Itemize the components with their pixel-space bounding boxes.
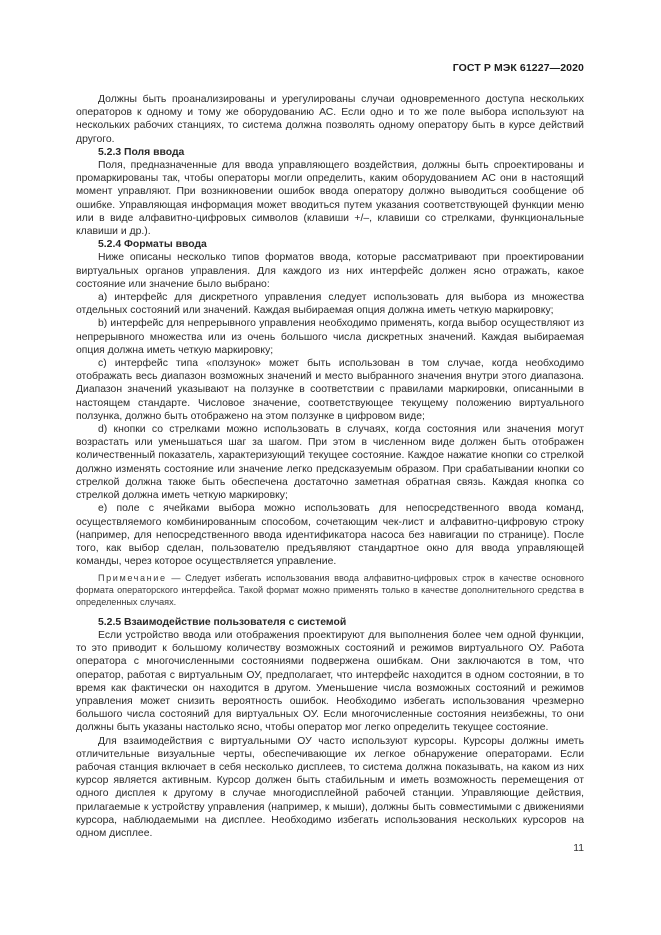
list-item-a: а) интерфейс для дискретного управления следует использовать для выбора из множества отдельных состояний или значений. Каждая выбираемая опция должна иметь четкую маркировку; [76, 292, 584, 317]
list-item-e: е) поле с ячейками выбора можно использовать для непосредственного ввода команд, осуществляемого комбинированным способом, сочетающим чек-лист и алфавитно-цифровую строку (например, для непосредственного ввода идентификатора насоса без навигации по странице). После того, как выбор сделан, пользователю предъявляют стандартное окно для ввода управляющей команды, через которое осуществляется управление. [76, 503, 584, 568]
paragraph-5-2-5-a: Если устройство ввода или отображения проектируют для выполнения более чем одной функции, то это приводит к большому количеству возможных состояний и режимов виртуального ОУ. Работа оператора с многочисленными состояниями подвержена ошибкам. Они заключаются в том, что оператор, работая с виртуальным ОУ, предполагает, что интерфейс находится в одном состоянии, в то время как фактически он находится в другом. Уменьшение числа возможных состояний и режимов управления может снизить вероятность ошибок. Необходимо избегать использования чрезмерно большого числа состояний для виртуальных ОУ. Если многочисленные состояния неизбежны, то они должны быть указаны настолько ясно, чтобы оператор мог легко определить текущее состояние. [76, 629, 584, 734]
note-label: Примечание [98, 573, 167, 584]
page-number: 11 [573, 843, 584, 854]
paragraph-5-2-4: Ниже описаны несколько типов форматов ввода, которые рассматривают при проектировании виртуальных органов управления. Для каждого из них интерфейс должен ясно отражать, какое состояние или значение было выбрано: [76, 252, 584, 290]
note-text: — Следует избегать использования ввода алфавитно-цифровых строк в качестве основного формата операторского интерфейса. Такой формат можно применять только в качестве дополнительного средства в определенных случаях. [76, 573, 584, 607]
document-header: ГОСТ Р МЭК 61227—2020 [452, 62, 584, 74]
list-item-b: b) интерфейс для непрерывного управления необходимо применять, когда выбор осуществляют из непрерывного множества или из очень большого числа дискретных значений. Каждая выбираемая опция должна иметь четкую маркировку; [76, 318, 584, 356]
section-heading-5-2-5: 5.2.5 Взаимодействие пользователя с системой [98, 616, 347, 628]
section-heading-5-2-3: 5.2.3 Поля ввода [98, 146, 185, 158]
list-item-c: с) интерфейс типа «ползунок» может быть использован в том случае, когда необходимо отображать весь диапазон возможных значений и место выбранного значения внутри этого диапазона. Диапазон значений указывают на ползунке в соответствии с правилами маркировки, описанными в настоящем стандарте. Числовое значение, соответствующее текущему положению виртуального ползунка, должно быть отображено на этом ползунке в цифровом виде; [76, 358, 584, 422]
paragraph-5-2-3: Поля, предназначенные для ввода управляющего воздействия, должны быть спроектированы и промаркированы так, чтобы операторы могли определить, каким оборудованием АС они в настоящий момент управляют. При возникновении ошибок ввода оператору должно выводиться сообщение об ошибке. Управляющая информация может вводиться путем указания соответствующей функции меню или в виде алфавитно-цифровых символов (клавиши +/–, клавиши со стрелками, функциональные клавиши и др.). [76, 160, 584, 238]
paragraph-intro: Должны быть проанализированы и урегулированы случаи одновременного доступа нескольких операторов к одному и тому же оборудованию АС. Если одно и то же поле выбора используют на нескольких рабочих станциях, то система должна позволять одному оператору быть в курсе действий другого. [76, 94, 584, 145]
paragraph-5-2-5-b: Для взаимодействия с виртуальными ОУ часто используют курсоры. Курсоры должны иметь отличительные визуальные черты, обеспечивающие их легкое обнаружение операторами. Если рабочая станция включает в себя несколько дисплеев, то система должна показывать, на каком из них курсор является активным. Курсор должен быть стабильным и иметь возможность перемещения от одного дисплея к другому в случае многодисплейной рабочей станции. Управляющие действия, прилагаемые к устройству управления (например, к мыши), должны быть совместимыми с движениями курсора, наблюдаемыми на дисплее. Необходимо избегать использования нескольких курсоров на одном дисплее. [76, 735, 584, 839]
list-item-d: d) кнопки со стрелками можно использовать в случаях, когда состояния или значения могут возрастать или уменьшаться шаг за шагом. При этом в численном виде должен быть отображен количественный показатель, характеризующий текущее состояние. Каждое нажатие кнопки со стрелкой должно изменять состояние или значение легко предсказуемым образом. При срабатывании кнопки со стрелкой должна также быть обеспечена достаточно заметная обратная связь. Каждая кнопка со стрелкой должна иметь четкую маркировку; [76, 424, 584, 502]
section-heading-5-2-4: 5.2.4 Форматы ввода [98, 239, 207, 251]
note [76, 573, 584, 608]
page-body [76, 93, 584, 840]
